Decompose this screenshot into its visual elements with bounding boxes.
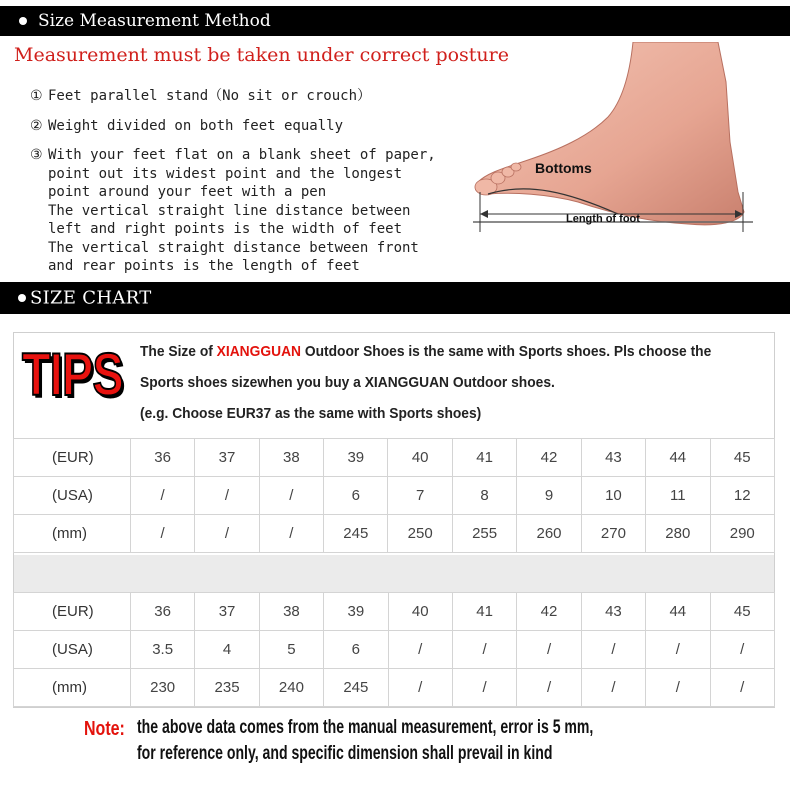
step-number: ②: [30, 118, 43, 134]
table-cell: /: [259, 477, 323, 515]
table-cell: 37: [195, 439, 259, 477]
posture-subtitle: Measurement must be taken under correct posture: [14, 44, 509, 66]
step-1: [30, 87, 371, 106]
table-cell: 3.5: [130, 631, 194, 669]
table-cell: 12: [710, 477, 774, 515]
table-cell: 36: [130, 593, 194, 631]
table-row: [14, 669, 775, 707]
bullet-icon: [18, 294, 26, 302]
arrow-left-icon: [480, 210, 488, 218]
table-cell: /: [710, 669, 775, 707]
table-cell: 10: [581, 477, 645, 515]
table-cell: 235: [195, 669, 259, 707]
table-cell: 270: [581, 515, 645, 553]
table-cell: 43: [581, 439, 645, 477]
step-3: [30, 146, 436, 276]
step-line: left and right points is the width of feet: [48, 221, 403, 237]
table-cell: 4: [195, 631, 259, 669]
table-cell: 11: [646, 477, 710, 515]
table-cell: 280: [646, 515, 710, 553]
foot-shape: [475, 42, 744, 225]
toe: [511, 163, 521, 171]
table-cell: /: [130, 515, 194, 553]
table-cell: 245: [324, 515, 388, 553]
foot-label-bottoms: Bottoms: [535, 160, 592, 176]
note-label: Note:: [84, 718, 125, 740]
table-row: [14, 515, 775, 553]
table-cell: /: [195, 515, 259, 553]
table-row: [14, 593, 775, 631]
tips-badge: TIPS: [22, 341, 123, 408]
table-cell: /: [388, 631, 452, 669]
step-line: and rear points is the length of feet: [48, 258, 360, 274]
section-title: Size Measurement Method: [38, 11, 271, 31]
table-cell: 37: [195, 593, 259, 631]
table-cell: 38: [259, 439, 323, 477]
table-cell: 38: [259, 593, 323, 631]
table-cell: /: [646, 669, 710, 707]
table-row: [14, 477, 775, 515]
section-header-size-chart: [0, 282, 790, 314]
tips-text: Outdoor Shoes is the same with Sports shoes. Pls choose the: [301, 343, 712, 360]
table-cell: /: [259, 515, 323, 553]
step-line: point out its widest point and the longest: [48, 165, 403, 182]
row-label: (EUR): [14, 439, 131, 477]
bullet-icon: [19, 17, 27, 25]
table-cell: /: [517, 669, 581, 707]
row-label: (EUR): [14, 593, 131, 631]
step-line: With your feet flat on a blank sheet of paper,: [48, 147, 436, 163]
tips-line-3: (e.g. Choose EUR37 as the same with Sports shoes): [140, 405, 482, 422]
table-cell: 290: [710, 515, 774, 553]
row-label: (USA): [14, 631, 131, 669]
section-title: SIZE CHART: [30, 287, 152, 309]
table-cell: 45: [710, 439, 774, 477]
table-cell: 42: [517, 593, 581, 631]
row-label: (mm): [14, 515, 131, 553]
table-cell: /: [452, 669, 516, 707]
foot-illustration: [468, 42, 790, 274]
table-cell: /: [195, 477, 259, 515]
step-number: ①: [30, 88, 43, 104]
step-line: point around your feet with a pen: [48, 184, 327, 200]
table-cell: 250: [388, 515, 452, 553]
foot-label-length: Length of foot: [566, 213, 640, 225]
table-cell: 44: [646, 439, 710, 477]
table-cell: 8: [452, 477, 516, 515]
step-text: Feet parallel stand（No sit or crouch）: [48, 88, 372, 104]
note-line-2: for reference only, and specific dimension shall prevail in kind: [137, 743, 553, 764]
table-row: [14, 439, 775, 477]
table-cell: 43: [581, 593, 645, 631]
row-label: (USA): [14, 477, 131, 515]
table-cell: 6: [324, 477, 388, 515]
table-cell: 245: [324, 669, 388, 707]
tips-line-2: Sports shoes sizewhen you buy a XIANGGUAN Outdoor shoes.: [140, 374, 555, 391]
table-cell: 240: [259, 669, 323, 707]
table-cell: 41: [452, 593, 516, 631]
step-text: Weight divided on both feet equally: [48, 118, 344, 134]
size-table-2: [13, 592, 775, 707]
step-line: The vertical straight line distance between: [48, 202, 411, 219]
table-cell: /: [646, 631, 710, 669]
table-cell: 230: [130, 669, 194, 707]
table-cell: 255: [452, 515, 516, 553]
table-cell: 40: [388, 439, 452, 477]
table-cell: 9: [517, 477, 581, 515]
table-cell: /: [710, 631, 775, 669]
table-cell: 44: [646, 593, 710, 631]
table-cell: /: [452, 631, 516, 669]
table-cell: 45: [710, 593, 775, 631]
table-row: [14, 631, 775, 669]
step-number: ③: [30, 147, 43, 163]
note-line-1: the above data comes from the manual measurement, error is 5 mm,: [137, 717, 594, 738]
step-line: The vertical straight distance between front: [48, 239, 419, 256]
brand-name: XIANGGUAN: [216, 343, 302, 360]
table-cell: 39: [324, 439, 388, 477]
table-cell: /: [517, 631, 581, 669]
table-cell: 40: [388, 593, 452, 631]
table-cell: 36: [130, 439, 194, 477]
tips-text: The Size of: [140, 343, 217, 360]
table-cell: 260: [517, 515, 581, 553]
table-separator: [14, 555, 774, 592]
table-cell: 39: [324, 593, 388, 631]
section-header-measurement: [0, 6, 790, 36]
row-label: (mm): [14, 669, 131, 707]
table-cell: 7: [388, 477, 452, 515]
table-cell: 5: [259, 631, 323, 669]
table-cell: /: [581, 631, 645, 669]
table-cell: 41: [452, 439, 516, 477]
tips-line-1: [140, 343, 711, 360]
size-table-1: [13, 438, 775, 553]
table-cell: /: [581, 669, 645, 707]
table-cell: 42: [517, 439, 581, 477]
table-cell: 6: [324, 631, 388, 669]
table-cell: /: [130, 477, 194, 515]
table-cell: /: [388, 669, 452, 707]
step-2: [30, 117, 343, 136]
